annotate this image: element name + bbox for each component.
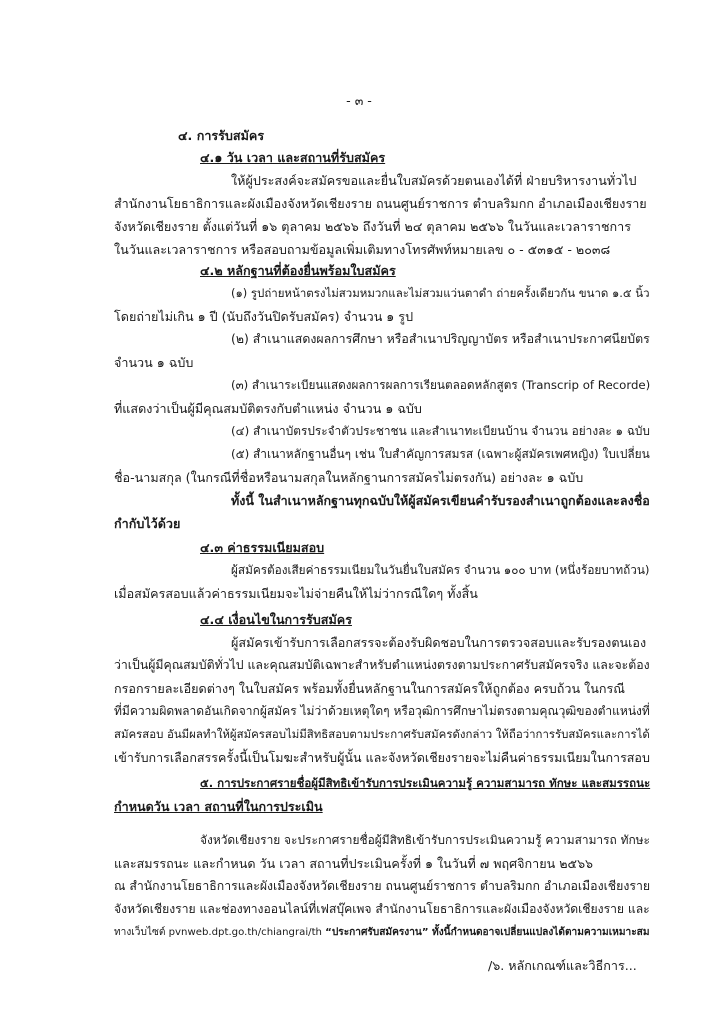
section-4-4-para: เข้ารับการเลือกสรรครั้งนี้เป็นโมฆะสำหรับผู้นั้น และจังหวัดเชียงรายจะไม่คืนค่าธรรมเนียมในการสอบ <box>114 750 650 765</box>
page-number: - ๓ - <box>346 93 372 108</box>
certification-note: กำกับไว้ด้วย <box>114 516 181 531</box>
section-4-1-para: ให้ผู้ประสงค์จะสมัครขอและยื่นใบสมัครด้วยตนเองได้ที่ ฝ่ายบริหารงานทั่วไป <box>231 173 637 188</box>
document-item: จำนวน ๑ ฉบับ <box>114 355 194 370</box>
section-4-1-title: ๔.๑ วัน เวลา และสถานที่รับสมัคร <box>200 150 386 165</box>
section-5-para: ณ สำนักงานโยธาธิการและผังเมืองจังหวัดเชียงราย ถนนศูนย์ราชการ ตำบลริมกก อำเภอเมืองเชียงราย <box>114 879 651 893</box>
document-item: (๓) สำเนาระเบียนแสดงผลการผลการเรียนตลอดหลักสูตร (Transcrip of Recorde) <box>231 378 651 392</box>
section-4-3-para: ผู้สมัครต้องเสียค่าธรรมเนียมในวันยื่นใบสมัคร จำนวน ๑๐๐ บาท (หนึ่งร้อยบาทถ้วน) <box>231 563 650 577</box>
document-item: (๕) สำเนาหลักฐานอื่นๆ เช่น ใบสำคัญการสมรส (เฉพาะผู้สมัครเพศหญิง) ใบเปลี่ยน <box>231 447 650 461</box>
document-item: (๔) สำเนาบัตรประจำตัวประชาชน และสำเนาทะเบียนบ้าน จำนวน อย่างละ ๑ ฉบับ <box>231 424 650 438</box>
section-5-title: ๕. การประกาศรายชื่อผู้มีสิทธิเข้ารับการประเมินความรู้ ความสามารถ ทักษะ และสมรรถนะ <box>200 776 651 790</box>
section-4-4-para: สมัครสอบ อันมีผลทำให้ผู้สมัครสอบไม่มีสิทธิสอบตามประกาศรับสมัครดังกล่าว ให้ถือว่าการรับสมัครและการได้ <box>114 727 650 741</box>
section-4-1-para: ในวันและเวลาราชการ หรือสอบถามข้อมูลเพิ่มเติมทางโทรศัพท์หมายเลข ๐ - ๕๓๑๕ - ๒๐๓๘ <box>114 242 611 257</box>
section-5-para <box>114 925 650 940</box>
section-4-3-title: ๔.๓ ค่าธรรมเนียมสอบ <box>200 540 325 555</box>
certification-note: ทั้งนี้ ในสำเนาหลักฐานทุกฉบับให้ผู้สมัครเขียนคำรับรองสำเนาถูกต้องและลงชื่อ <box>231 493 650 508</box>
section-5-para: และสมรรถนะ และกำหนด วัน เวลา สถานที่ประเมินครั้งที่ ๑ ในวันที่ ๗ พฤศจิกายน ๒๕๖๖ <box>114 856 594 871</box>
announcement-name: “ประกาศรับสมัครงาน” ทั้งนี้กำหนดอาจเปลี่ยนแปลงได้ตามความเหมาะสม <box>325 927 650 938</box>
document-item: โดยถ่ายไม่เกิน ๑ ปี (นับถึงวันปิดรับสมัคร) จำนวน ๑ รูป <box>114 309 414 324</box>
document-item: (๒) สำเนาแสดงผลการศึกษา หรือสำเนาปริญญาบัตร หรือสำเนาประกาศนียบัตร <box>231 332 650 346</box>
section-4-3-para: เมื่อสมัครสอบแล้วค่าธรรมเนียมจะไม่จ่ายคืนให้ไม่ว่ากรณีใดๆ ทั้งสิ้น <box>114 586 478 601</box>
section-4-4-para: ว่าเป็นผู้มีคุณสมบัติทั่วไป และคุณสมบัติเฉพาะสำหรับตำแหน่งตรงตามประกาศรับสมัครจริง และจะต้อง <box>114 658 650 672</box>
section-4-1-para: สำนักงานโยธาธิการและผังเมืองจังหวัดเชียงราย ถนนศูนย์ราชการ ตำบลริมกก อำเภอเมืองเชียงราย <box>114 196 647 211</box>
section-4-2-title: ๔.๒ หลักฐานที่ต้องยื่นพร้อมใบสมัคร <box>200 263 396 278</box>
section-4-4-para: กรอกรายละเอียดต่างๆ ในใบสมัคร พร้อมทั้งยื่นหลักฐานในการสมัครให้ถูกต้อง ครบถ้วน ในกรณี <box>114 681 625 696</box>
website-url: ทางเว็บไซต์ pvnweb.dpt.go.th/chiangrai/th <box>114 927 326 938</box>
section-5-para: จังหวัดเชียงราย จะประกาศรายชื่อผู้มีสิทธิเข้ารับการประเมินความรู้ ความสามารถ ทักษะ <box>200 833 650 847</box>
section-4-4-title: ๔.๔ เงื่อนไขในการรับสมัคร <box>200 612 352 627</box>
continued-footer: /๖. หลักเกณฑ์และวิธีการ... <box>488 958 637 973</box>
section-4-heading: ๔. การรับสมัคร <box>178 128 265 143</box>
section-4-1-para: จังหวัดเชียงราย ตั้งแต่วันที่ ๑๖ ตุลาคม ๒๕๖๖ ถึงวันที่ ๒๔ ตุลาคม ๒๕๖๖ ในวันและเวลาราชการ <box>114 219 631 234</box>
section-4-4-para: ที่มีความผิดพลาดอันเกิดจากผู้สมัคร ไม่ว่าด้วยเหตุใดๆ หรือวุฒิการศึกษาไม่ตรงตามคุณวุฒิของตำแหน่งที่ <box>114 704 650 718</box>
section-5-title: กำหนดวัน เวลา สถานที่ในการประเมิน <box>114 799 323 814</box>
section-5-para: จังหวัดเชียงราย และช่องทางออนไลน์ที่เฟสบุ๊คเพจ สำนักงานโยธาธิการและผังเมืองจังหวัดเชียงราย และ <box>114 902 650 916</box>
document-item: (๑) รูปถ่ายหน้าตรงไม่สวมหมวกและไม่สวมแว่นตาดำ ถ่ายครั้งเดียวกัน ขนาด ๑.๕ นิ้ว <box>231 286 650 300</box>
document-item: ชื่อ-นามสกุล (ในกรณีที่ชื่อหรือนามสกุลในหลักฐานการสมัครไม่ตรงกัน) อย่างละ ๑ ฉบับ <box>114 470 584 485</box>
section-4-4-para: ผู้สมัครเข้ารับการเลือกสรรจะต้องรับผิดชอบในการตรวจสอบและรับรองตนเอง <box>231 635 647 650</box>
document-item: ที่แสดงว่าเป็นผู้มีคุณสมบัติตรงกับตำแหน่ง จำนวน ๑ ฉบับ <box>114 401 422 416</box>
